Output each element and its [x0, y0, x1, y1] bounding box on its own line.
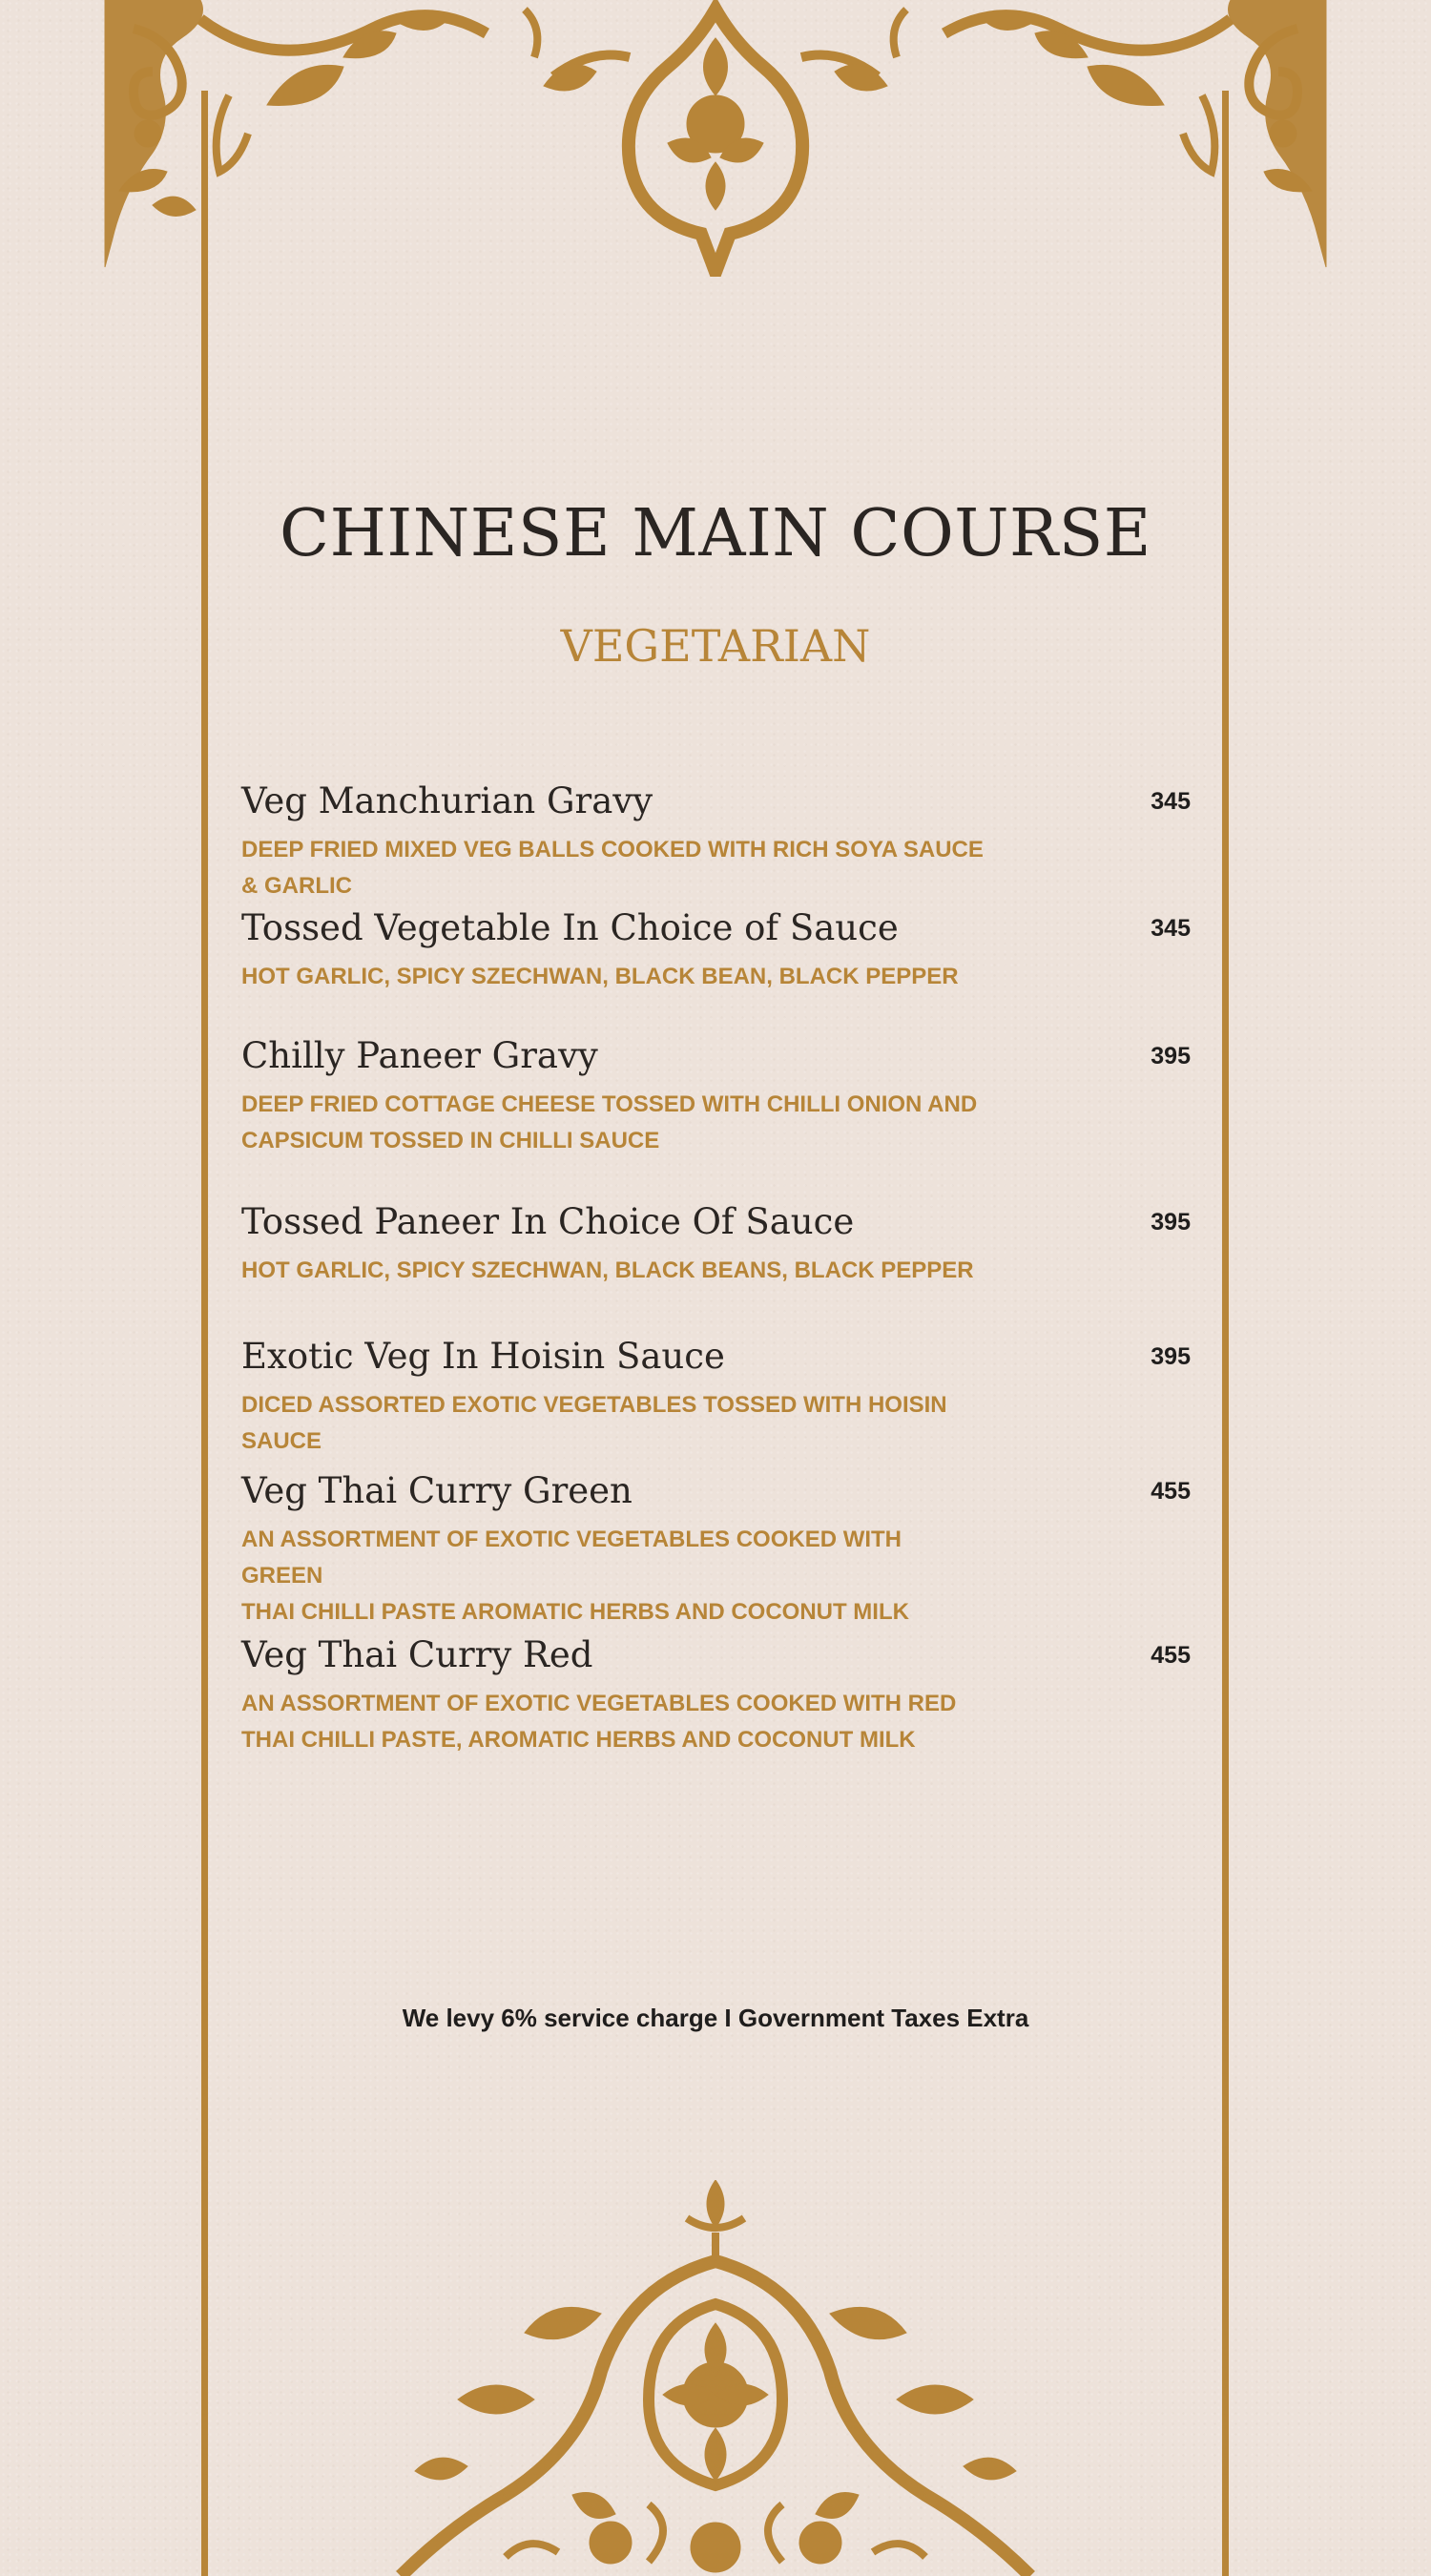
menu-item — [241, 1035, 1191, 1159]
dish-description — [241, 1387, 985, 1460]
dish-name: Tossed Paneer In Choice Of Sauce — [241, 1201, 855, 1242]
menu-item — [241, 907, 1191, 995]
dish-description — [241, 1253, 985, 1289]
dish-description — [241, 1522, 985, 1631]
dish-price: 345 — [1151, 915, 1191, 942]
menu-item — [241, 1336, 1191, 1460]
dish-name: Veg Manchurian Gravy — [241, 780, 653, 821]
top-floral-ornament — [95, 0, 1336, 277]
dish-name: Chilly Paneer Gravy — [241, 1035, 598, 1076]
dish-price: 455 — [1151, 1642, 1191, 1669]
dish-price: 455 — [1151, 1478, 1191, 1505]
dish-description-line: HOT GARLIC, SPICY SZECHWAN, BLACK BEAN, BLACK PEPPER — [241, 964, 959, 989]
dish-description — [241, 1686, 985, 1758]
menu-item — [241, 780, 1191, 904]
page-title: CHINESE MAIN COURSE — [280, 496, 1151, 571]
left-border-rule — [201, 91, 208, 2576]
section-subtitle: VEGETARIAN — [560, 620, 871, 672]
dish-description-line: CAPSICUM TOSSED IN CHILLI SAUCE — [241, 1128, 660, 1153]
dish-description-line: HOT GARLIC, SPICY SZECHWAN, BLACK BEANS, BLACK PEPPER — [241, 1257, 974, 1283]
dish-name: Tossed Vegetable In Choice of Sauce — [241, 907, 899, 948]
service-charge-note: We levy 6% service charge I Government Taxes Extra — [402, 2004, 1029, 2032]
bottom-floral-ornament — [363, 2180, 1068, 2576]
dish-description-line: DEEP FRIED MIXED VEG BALLS COOKED WITH RICH SOYA SAUCE & GARLIC — [241, 837, 984, 899]
dish-description-line: THAI CHILLI PASTE AROMATIC HERBS AND COCONUT MILK — [241, 1599, 909, 1625]
dish-price: 345 — [1151, 788, 1191, 815]
dish-price: 395 — [1151, 1343, 1191, 1370]
dish-description-line: AN ASSORTMENT OF EXOTIC VEGETABLES COOKED WITH RED — [241, 1691, 957, 1716]
dish-description — [241, 959, 985, 995]
dish-description-line: DICED ASSORTED EXOTIC VEGETABLES TOSSED WITH HOISIN SAUCE — [241, 1392, 947, 1454]
menu-item — [241, 1201, 1191, 1289]
dish-name: Veg Thai Curry Green — [241, 1470, 633, 1511]
dish-price: 395 — [1151, 1043, 1191, 1070]
dish-description-line: DEEP FRIED COTTAGE CHEESE TOSSED WITH CHILLI ONION AND — [241, 1091, 978, 1117]
dish-description — [241, 832, 985, 904]
dish-description — [241, 1087, 985, 1159]
dish-description-line: THAI CHILLI PASTE, AROMATIC HERBS AND COCONUT MILK — [241, 1727, 916, 1753]
dish-name: Exotic Veg In Hoisin Sauce — [241, 1336, 725, 1377]
right-border-rule — [1222, 91, 1229, 2576]
dish-description-line: AN ASSORTMENT OF EXOTIC VEGETABLES COOKED WITH GREEN — [241, 1527, 902, 1589]
dish-name: Veg Thai Curry Red — [241, 1634, 593, 1675]
dish-price: 395 — [1151, 1209, 1191, 1236]
menu-item — [241, 1634, 1191, 1758]
menu-item — [241, 1470, 1191, 1631]
